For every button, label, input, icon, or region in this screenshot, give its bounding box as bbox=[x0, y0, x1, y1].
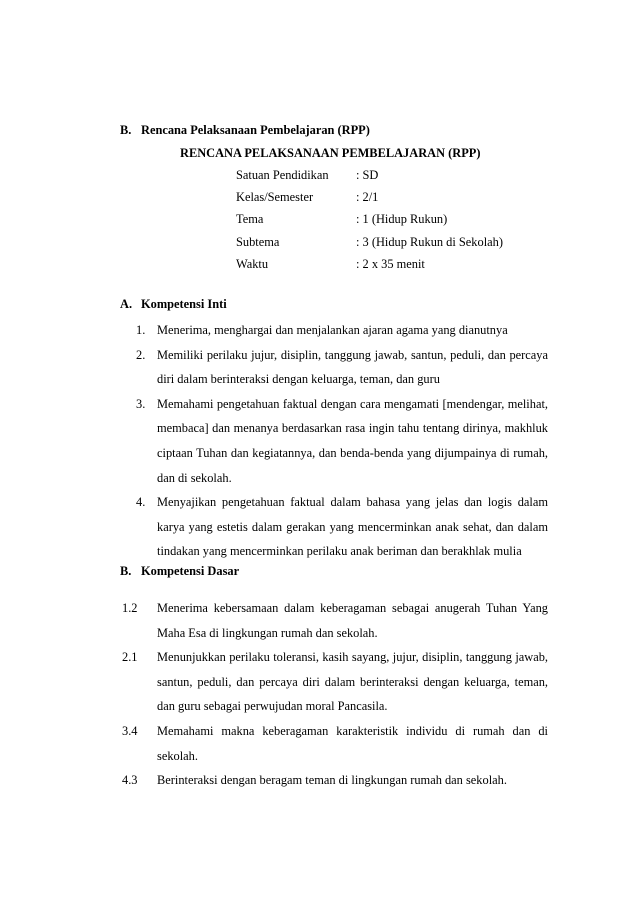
list-item-number: 3. bbox=[136, 396, 146, 411]
identity-row bbox=[236, 257, 556, 275]
identity-value: : 2/1 bbox=[356, 190, 379, 204]
list-item bbox=[122, 318, 548, 343]
list-item bbox=[122, 343, 548, 392]
identity-value: : 1 (Hidup Rukun) bbox=[356, 212, 448, 226]
section-heading-kompetensi-dasar bbox=[120, 564, 239, 579]
identity-label: Kelas/Semester bbox=[236, 190, 314, 204]
list-item-text: Menerima, menghargai dan menjalankan ajaran agama yang dianutnya bbox=[157, 323, 508, 337]
list-item bbox=[122, 490, 548, 564]
section-title: Kompetensi Dasar bbox=[141, 564, 240, 578]
kompetensi-inti-list bbox=[122, 318, 548, 564]
kompetensi-dasar-list bbox=[122, 596, 548, 793]
list-item bbox=[122, 768, 548, 793]
list-item-number: 1.2 bbox=[122, 601, 138, 615]
list-item bbox=[122, 719, 548, 768]
document-title: RENCANA PELAKSANAAN PEMBELAJARAN (RPP) bbox=[180, 146, 481, 160]
section-mark: B. bbox=[120, 123, 132, 137]
section-heading-kompetensi-inti bbox=[120, 297, 227, 312]
identity-value: : SD bbox=[356, 168, 379, 182]
list-item-number: 2. bbox=[136, 347, 146, 362]
section-mark: B. bbox=[120, 564, 132, 578]
identity-label: Satuan Pendidikan bbox=[236, 168, 329, 182]
list-item-number: 4. bbox=[136, 495, 146, 510]
section-title: Rencana Pelaksanaan Pembelajaran (RPP) bbox=[141, 123, 370, 137]
list-item-number: 1. bbox=[136, 323, 146, 337]
list-item-text: Memiliki perilaku jujur, disiplin, tanggung jawab, santun, peduli, dan percaya diri dalam berinteraksi dengan keluarga, teman, dan guru bbox=[157, 347, 548, 387]
section-title: Kompetensi Inti bbox=[141, 297, 227, 311]
list-item-text: Menerima kebersamaan dalam keberagaman sebagai anugerah Tuhan Yang Maha Esa di lingkungan rumah dan sekolah. bbox=[157, 601, 548, 640]
identity-row bbox=[236, 235, 556, 253]
list-item bbox=[122, 392, 548, 490]
identity-value: : 3 (Hidup Rukun di Sekolah) bbox=[356, 235, 503, 249]
list-item-number: 2.1 bbox=[122, 650, 138, 665]
list-item bbox=[122, 596, 548, 645]
list-item-number: 4.3 bbox=[122, 773, 138, 788]
identity-row bbox=[236, 190, 556, 208]
identity-value: : 2 x 35 menit bbox=[356, 257, 425, 271]
identity-row bbox=[236, 212, 556, 230]
identity-row bbox=[236, 168, 556, 186]
section-mark: A. bbox=[120, 297, 133, 311]
list-item-text: Memahami makna keberagaman karakteristik individu di rumah dan di sekolah. bbox=[157, 723, 548, 763]
list-item-text: Menunjukkan perilaku toleransi, kasih sayang, jujur, disiplin, tanggung jawab, santun, peduli, dan percaya diri dalam berinteraksi dengan keluarga, teman, dan guru sebagai perwujudan moral Pancasila. bbox=[157, 650, 548, 714]
identity-label: Subtema bbox=[236, 235, 280, 249]
identity-label: Waktu bbox=[236, 257, 269, 271]
identity-label: Tema bbox=[236, 212, 264, 226]
section-heading-rpp bbox=[120, 123, 370, 138]
list-item-text: Memahami pengetahuan faktual dengan cara mengamati [mendengar, melihat, membaca] dan menanya berdasarkan rasa ingin tahu tentang dirinya, makhluk ciptaan Tuhan dan kegiatannya, dan benda-benda yang dijumpainya di rumah, dan di sekolah. bbox=[157, 396, 548, 485]
list-item-text: Menyajikan pengetahuan faktual dalam bahasa yang jelas dan logis dalam karya yang estetis dalam gerakan yang mencerminkan anak sehat, dan dalam tindakan yang mencerminkan perilaku anak beriman dan berakhlak mulia bbox=[157, 495, 548, 559]
list-item-text: Berinteraksi dengan beragam teman di lingkungan rumah dan sekolah. bbox=[157, 773, 507, 788]
list-item-number: 3.4 bbox=[122, 723, 138, 738]
list-item bbox=[122, 645, 548, 719]
